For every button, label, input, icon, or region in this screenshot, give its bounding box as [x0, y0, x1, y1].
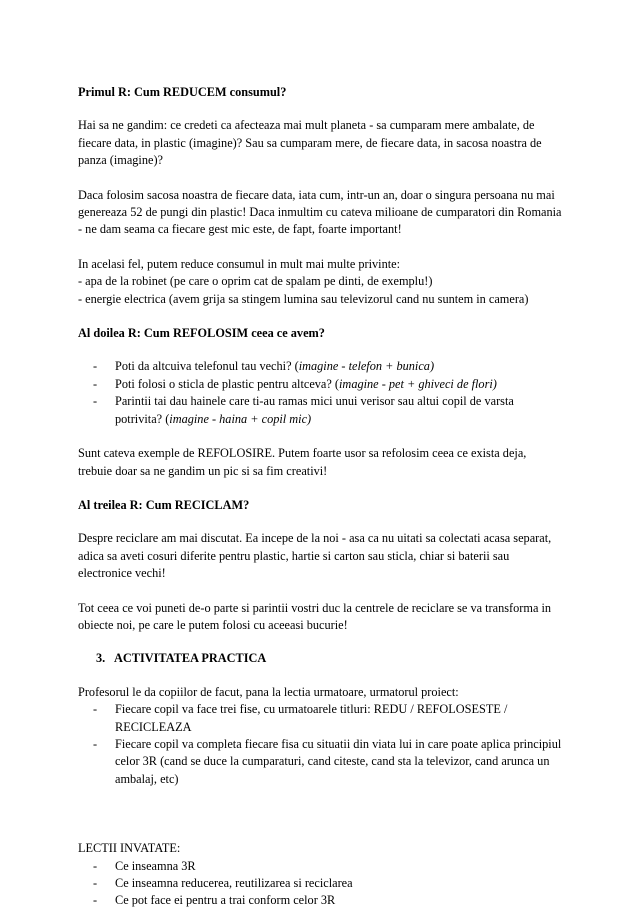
dash-marker: - [93, 359, 98, 374]
dash-marker: - [93, 376, 98, 391]
list-item: - Poti folosi o sticla de plastic pentru altceva? (imagine - pet + ghiveci de flori) [78, 376, 562, 393]
document-body [78, 84, 562, 910]
dash-marker: - [93, 876, 98, 890]
list-item: - Ce inseamna 3R [78, 858, 562, 875]
paragraph: Profesorul le da copiilor de facut, pana la lectia urmatoare, urmatorul proiect: [78, 684, 459, 699]
list-item: - Ce inseamna reducerea, reutilizarea si reciclarea [78, 875, 562, 892]
activity-heading: 3. ACTIVITATEA PRACTICA [96, 651, 267, 666]
reuse-list [78, 358, 562, 428]
paragraph: Despre reciclare am mai discutat. Ea incepe de la noi - asa ca nu uitati sa colectati acasa separat, adica sa aveti cosuri diferite pentru plastic, hartie si carton sau sticla, chiar si baterii sau electronice vechi! [78, 531, 552, 581]
dash-marker: - [93, 394, 98, 409]
activity-list [78, 701, 562, 788]
lessons-list [78, 858, 562, 910]
dash-marker: - [93, 736, 98, 751]
dash-marker: - [93, 893, 98, 908]
list-item: - Ce pot face ei pentru a trai conform celor 3R [78, 892, 562, 909]
paragraph: Daca folosim sacosa noastra de fiecare data, iata cum, intr-un an, doar o singura persoana nu mai genereaza 52 de pungi din plastic! Daca inmultim cu cateva milioane de cumparatori din Romania - ne dam seama ca fiecare gest mic este, de fapt, foarte important! [78, 187, 562, 237]
line: In acelasi fel, putem reduce consumul in mult mai multe privinte: [78, 256, 401, 271]
list-item: - Fiecare copil va completa fiecare fisa cu situatii din viata lui in care poate aplica principiul celor 3R (cand se duce la cumparaturi, cand citeste, cand sta la televizor, cand arunca un ambalaj, etc) [93, 736, 562, 786]
paragraph-reduce-areas [78, 256, 562, 308]
line: - energie electrica (avem grija sa stingem lumina sau televizorul cand nu suntem in camera) [78, 291, 529, 306]
paragraph: Sunt cateva exemple de REFOLOSIRE. Putem foarte usor sa refolosim ceea ce exista deja, trebuie doar sa ne gandim un pic si sa fim creativi! [78, 446, 527, 478]
paragraph: Hai sa ne gandim: ce credeti ca afecteaza mai mult planeta - sa cumparam mere ambalate, de fiecare data, in plastic (imagine)? Sau sa cumparam mere, de fiecare data, in sacosa noastra de panza (imagine)? [78, 118, 542, 168]
section-heading-reuse: Al doilea R: Cum REFOLOSIM ceea ce avem? [78, 326, 325, 341]
line: - apa de la robinet (pe care o oprim cat de spalam pe dinti, de exemplu!) [78, 274, 433, 289]
dash-marker: - [93, 858, 98, 873]
list-item: - Poti da altcuiva telefonul tau vechi? (imagine - telefon + bunica) [78, 358, 562, 375]
dash-marker: - [93, 702, 98, 717]
list-item: - Fiecare copil va face trei fise, cu urmatoarele titluri: REDU / REFOLOSESTE / RECICLEAZA [93, 702, 508, 734]
section-heading-reduce: Primul R: Cum REDUCEM consumul? [78, 85, 287, 99]
list-item: - Parintii tai dau hainele care ti-au ramas mici unui verisor sau altui copil de varsta potrivita? (imagine - haina + copil mic) [93, 394, 514, 426]
section-heading-recycle: Al treilea R: Cum RECICLAM? [78, 497, 250, 512]
lessons-heading: LECTII INVATATE: [78, 841, 181, 856]
paragraph: Tot ceea ce voi puneti de-o parte si parintii vostri duc la centrele de reciclare se va transforma in obiecte noi, pe care le putem folosi cu aceeasi bucurie! [78, 600, 552, 632]
